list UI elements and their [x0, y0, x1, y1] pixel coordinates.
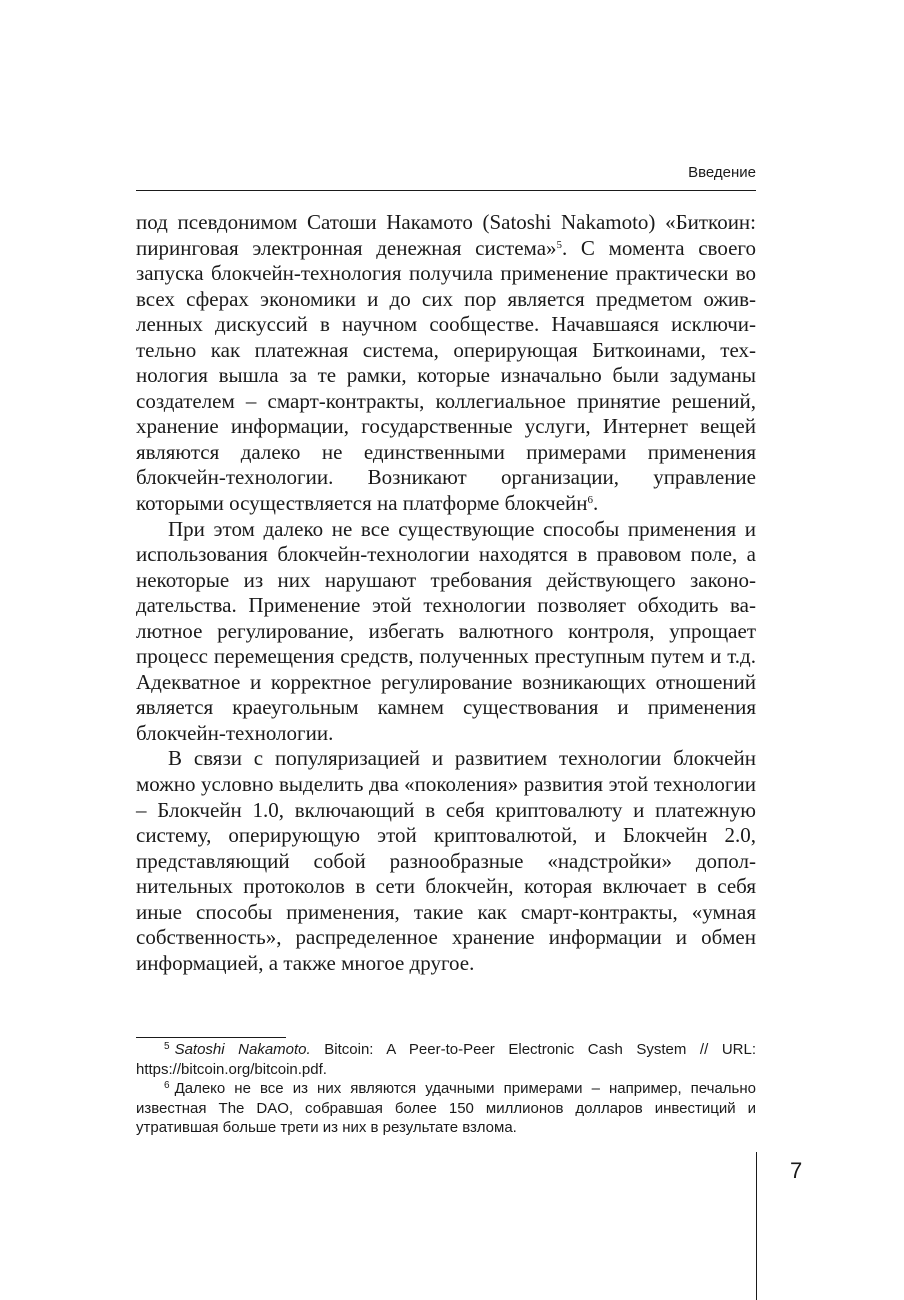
- running-head-title: Введение: [688, 164, 756, 181]
- paragraph: [136, 746, 756, 976]
- page-number-rule: [756, 1152, 757, 1300]
- footnote-mark: 6: [164, 1079, 170, 1091]
- running-head: [136, 160, 756, 191]
- page-number: 7: [790, 1158, 803, 1183]
- footnote-mark: 5: [164, 1040, 170, 1052]
- paragraph: [136, 210, 756, 517]
- paragraph-text: При этом далеко не все существующие способы применения и использования блокчейн-технологии находятся в правовом поле, а некоторые из них нарушают требования действующего законодательства. Применение этой технологии позволяет обходить валютное регулирование, избегать валютного контроля, упрощает процесс перемещения средств, полученных преступным путем и т.д. Адекватное и корректное регулирование возникающих отношений является краеугольным камнем существования и применения блокчейн-технологии.: [136, 516, 756, 745]
- paragraph-text: . С момента своего запуска блокчейн-технология получила применение практически во всех сферах экономики и до сих пор является предметом оживленных дискуссий в научном сообществе. Начавшаяся исключительно как платежная система, оперирующая Биткоинами, технология вышла за те рамки, которые изначально были задуманы создателем – смарт-контракты, коллегиальное принятие решений, хранение информации, государственные услуги, Интернет вещей являются далеко не единственными примерами применения блокчейн-технологии. Возникают организации, управление которыми осуществляется на платформе блокчейн: [136, 235, 756, 516]
- footnote-separator: [136, 1037, 286, 1038]
- paragraph: [136, 517, 756, 747]
- footnote-text: Bitcoin: A Peer-to-Peer Electronic Cash System // URL: https://bitcoin.org/bitcoin.pdf.: [136, 1041, 756, 1078]
- paragraph-text: .: [593, 491, 599, 516]
- paragraph-text: под псевдонимом Сатоши Накамото (Satoshi Nakamoto) «Биткоин: пиринговая электронная денежная система»: [136, 210, 756, 260]
- footnotes: [136, 1040, 756, 1138]
- body-text: [136, 210, 756, 976]
- footnote-text: Далеко не все из них являются удачными примерами – например, печально известная The DAO, собравшая более 150 миллионов долларов инвестиций и утратившая больше трети из них в результате взлома.: [136, 1080, 756, 1136]
- paragraph-text: В связи с популяризацией и развитием технологии блокчейн можно условно выделить два «поколения» развития этой технологии – Блокчейн 1.0, включающий в себя криптовалюту и платежную систему, оперирующую этой криптовалютой, и Блокчейн 2.0, представляющий собой разнообразные «надстройки» дополнительных протоколов в сети блокчейн, которая включает в себя иные способы применения, такие как смарт-контракты, «умная собственность», распределенное хранение информации и обмен информацией, а также многое другое.: [136, 746, 756, 975]
- footnote-author: Satoshi Nakamoto.: [174, 1041, 311, 1058]
- footnote-reference[interactable]: 5: [556, 238, 563, 251]
- footnote: [136, 1079, 756, 1138]
- footnote: [136, 1040, 756, 1079]
- footnote-reference[interactable]: 6: [587, 493, 593, 506]
